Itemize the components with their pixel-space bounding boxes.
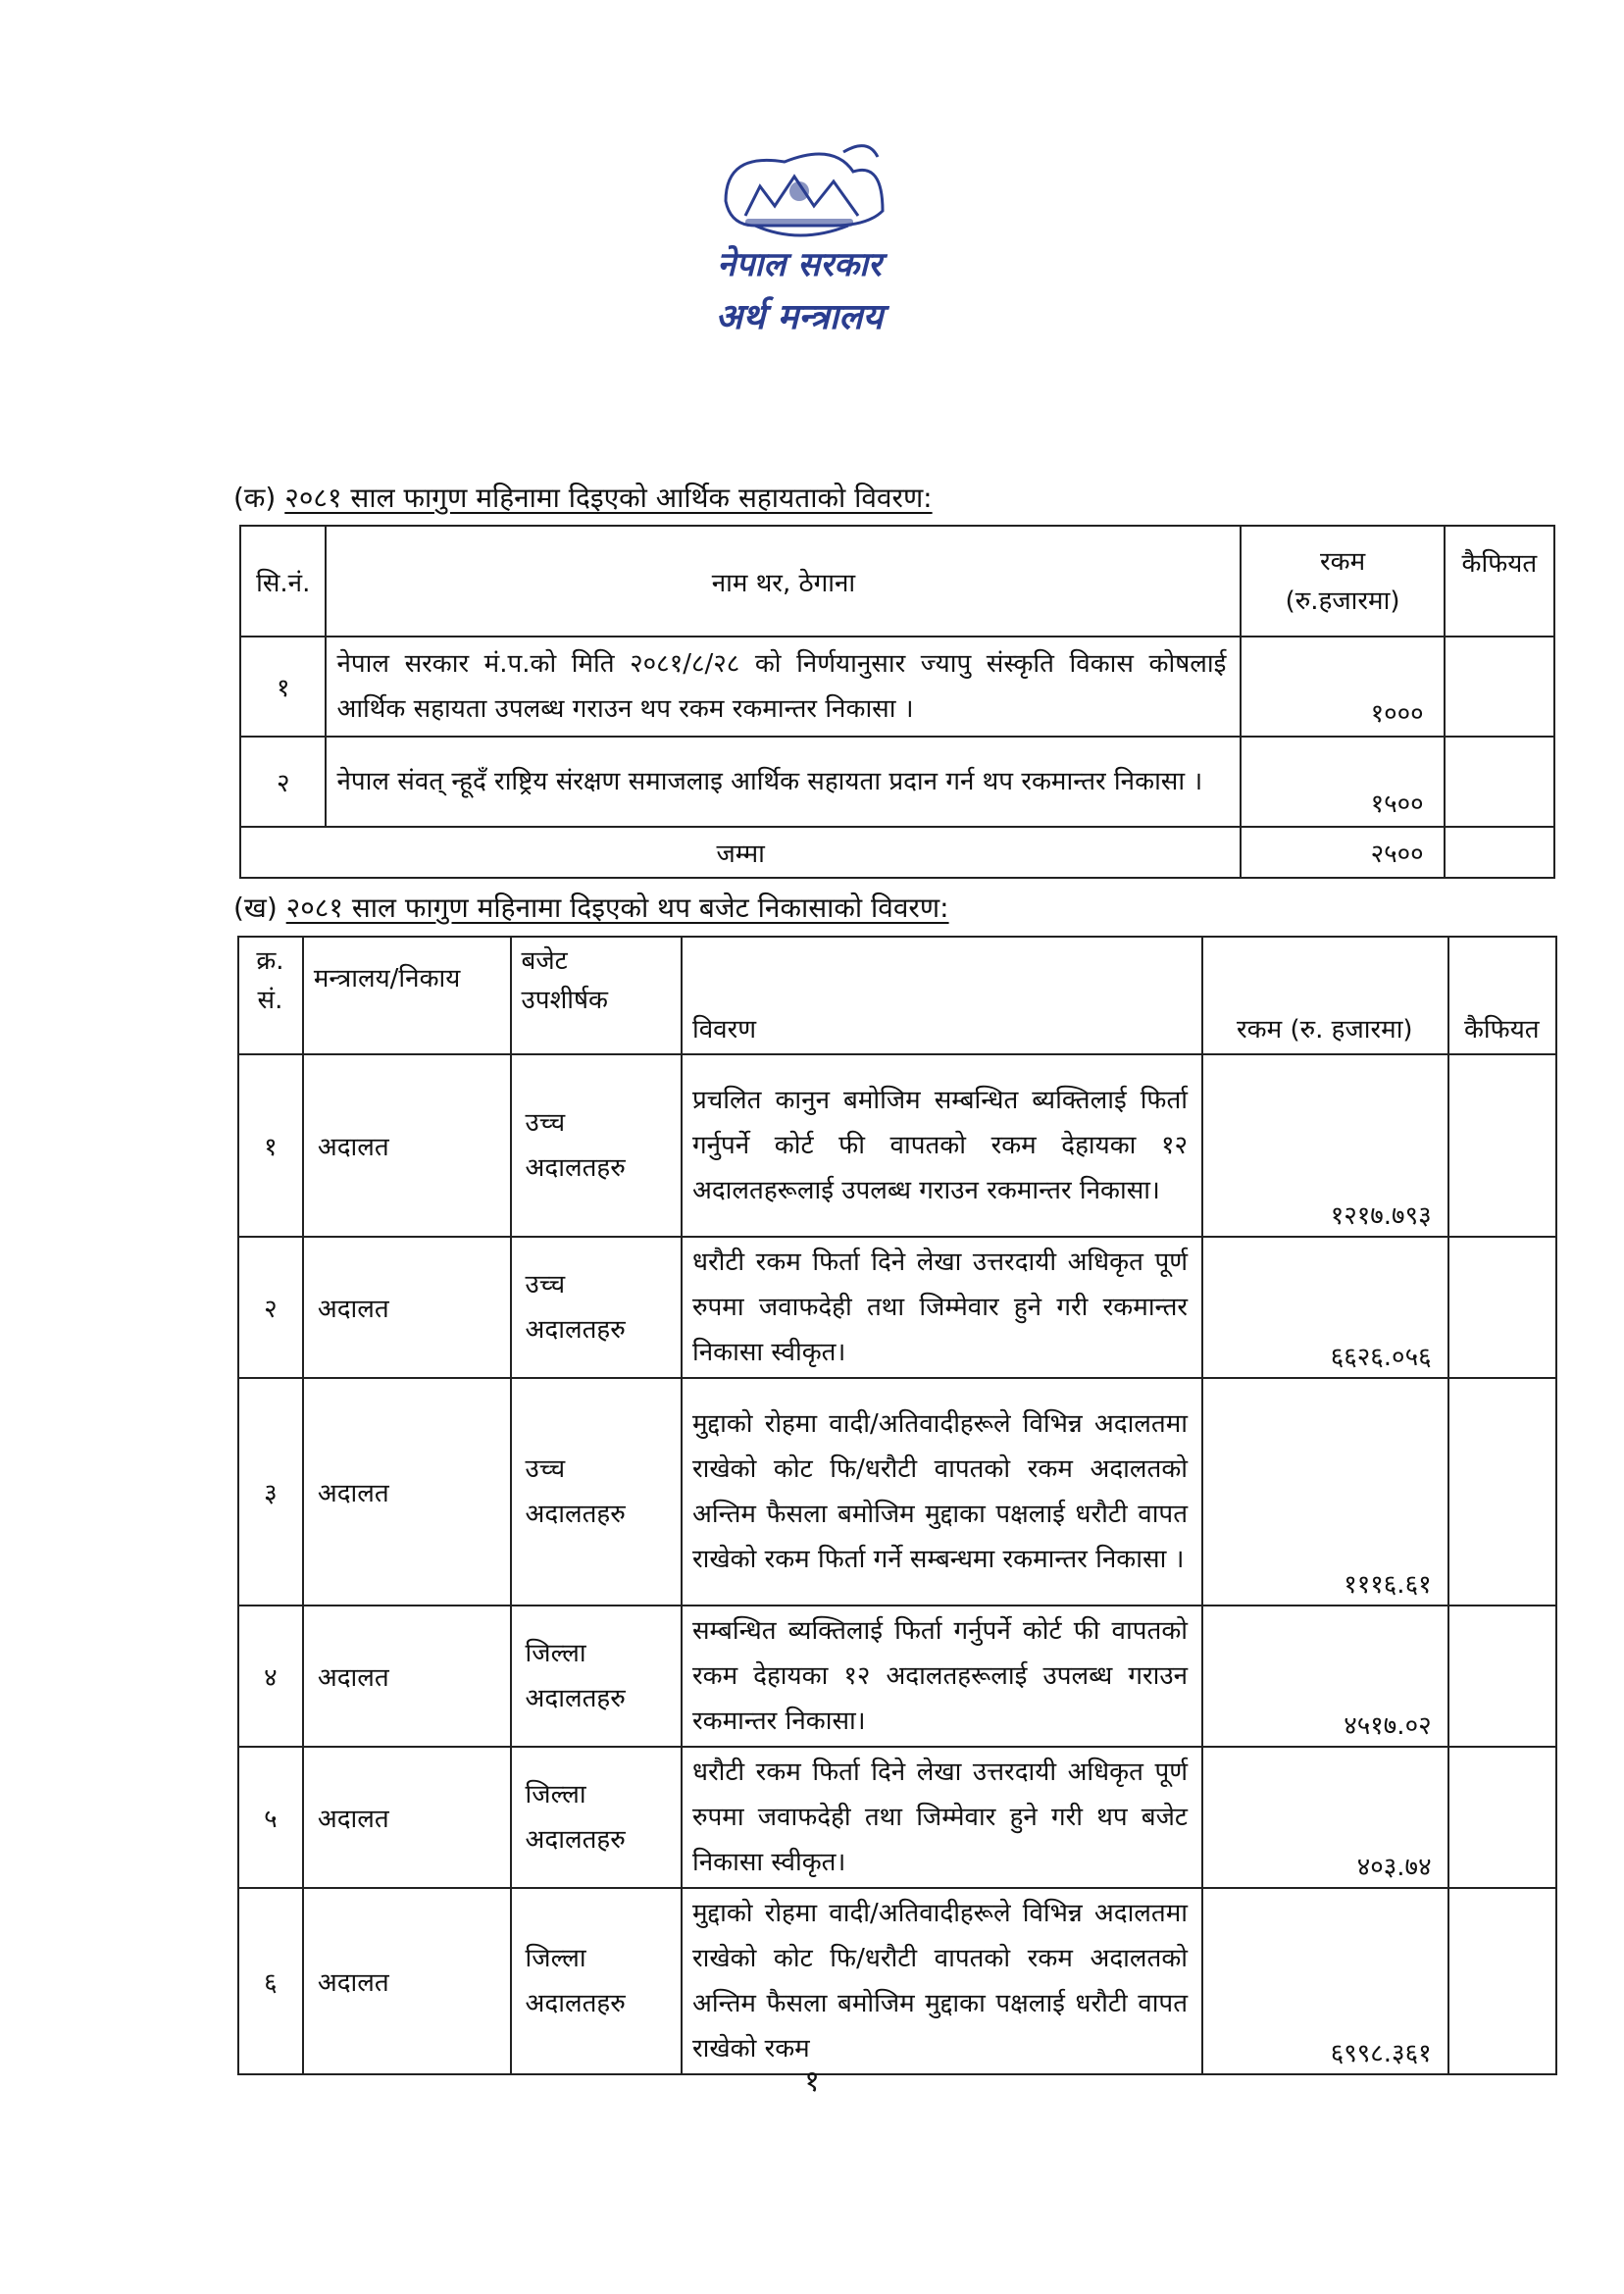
row-sn: ६ — [238, 1888, 303, 2074]
table-row — [238, 1606, 1556, 1747]
row-amount: १५०० — [1241, 737, 1444, 827]
emblem-caption — [686, 240, 912, 339]
row-sn: १ — [238, 1054, 303, 1237]
row-budget-line2: अदालतहरु — [525, 1500, 626, 1529]
col-header-ministry: मन्त्रालय/निकाय — [303, 937, 511, 1054]
row-budget-head — [511, 1378, 682, 1606]
row-remarks — [1445, 737, 1554, 827]
row-budget-line2: अदालतहरु — [525, 1989, 626, 2018]
row-description: नेपाल सरकार मं.प.को मिति २०८१/८/२८ को निर्णयानुसार ज्यापु संस्कृति विकास कोषलाई आर्थिक सहायता उपलब्ध गराउन थप रकम रकमान्तर निकासा । — [326, 637, 1241, 737]
emblem-caption-line1: नेपाल सरकार — [717, 245, 882, 284]
row-budget-line1: जिल्ला — [525, 1944, 586, 1973]
row-sn: २ — [238, 1237, 303, 1378]
col-header-remarks: कैफियत — [1445, 526, 1554, 637]
table-row — [238, 1378, 1556, 1606]
row-budget-head — [511, 1054, 682, 1237]
row-budget-line2: अदालतहरु — [525, 1153, 626, 1183]
col-header-description: विवरण — [682, 937, 1202, 1054]
row-office: अदालत — [303, 1606, 511, 1747]
row-budget-line1: उच्च — [525, 1108, 566, 1138]
row-amount: १२१७.७९३ — [1202, 1054, 1448, 1237]
col-header-remarks: कैफियत — [1448, 937, 1556, 1054]
row-remarks — [1445, 637, 1554, 737]
row-budget-line1: जिल्ला — [525, 1639, 586, 1668]
row-sn: ४ — [238, 1606, 303, 1747]
section-b-heading — [233, 889, 949, 926]
row-budget-head — [511, 1888, 682, 2074]
row-sn: १ — [240, 637, 326, 737]
row-budget-head — [511, 1606, 682, 1747]
row-remarks — [1448, 1747, 1556, 1888]
row-amount: ४०३.७४ — [1202, 1747, 1448, 1888]
section-a-heading — [233, 479, 933, 516]
col-header-amount-line2: (रु.हजारमा) — [1285, 586, 1400, 616]
table-row — [240, 737, 1554, 827]
row-amount: ६६२६.०५६ — [1202, 1237, 1448, 1378]
row-sn: ५ — [238, 1747, 303, 1888]
col-header-sn-line1: क्र. — [256, 946, 284, 976]
row-budget-line2: अदालतहरु — [525, 1684, 626, 1713]
row-sn: २ — [240, 737, 326, 827]
row-description: नेपाल संवत् न्हूदँ राष्ट्रिय संरक्षण समाजलाइ आर्थिक सहायता प्रदान गर्न थप रकमान्तर निकासा । — [326, 737, 1241, 827]
page-number: १ — [804, 2065, 820, 2099]
row-description: सम्बन्धित ब्यक्तिलाई फिर्ता गर्नुपर्ने कोर्ट फी वापतको रकम देहायका १२ अदालतहरूलाई उपलब्ध गराउन रकमान्तर निकासा। — [682, 1606, 1202, 1747]
col-header-sn: सि.नं. — [240, 526, 326, 637]
row-description: मुद्दाको रोहमा वादी/अतिवादीहरूले विभिन्न अदालतमा राखेको कोट फि/धरौटी वापतको रकम अदालतको अन्तिम फैसला बमोजिम मुद्दाका पक्षलाई धरौटी वापत राखेको रकम — [682, 1888, 1202, 2074]
row-description: मुद्दाको रोहमा वादी/अतिवादीहरूले विभिन्न अदालतमा राखेको कोट फि/धरौटी वापतको रकम अदालतको अन्तिम फैसला बमोजिम मुद्दाका पक्षलाई धरौटी वापत राखेको रकम फिर्ता गर्ने सम्बन्धमा रकमान्तर निकासा । — [682, 1378, 1202, 1606]
row-budget-line1: उच्च — [525, 1454, 566, 1484]
col-header-budget-line2: उपशीर्षक — [521, 986, 608, 1015]
table-row — [238, 1237, 1556, 1378]
row-description: धरौटी रकम फिर्ता दिने लेखा उत्तरदायी अधिकृत पूर्ण रुपमा जवाफदेही तथा जिम्मेवार हुने गरी रकमान्तर निकासा स्वीकृत। — [682, 1237, 1202, 1378]
section-a-prefix: (क) — [233, 482, 277, 514]
row-office: अदालत — [303, 1054, 511, 1237]
row-remarks — [1448, 1606, 1556, 1747]
table-header-row — [238, 937, 1556, 1054]
assistance-table — [239, 525, 1555, 879]
row-budget-line2: अदालतहरु — [525, 1315, 626, 1345]
row-office: अदालत — [303, 1888, 511, 2074]
row-amount: ६९९८.३६१ — [1202, 1888, 1448, 2074]
emblem-caption-line2: अर्थ मन्त्रालय — [715, 297, 884, 337]
budget-release-table — [237, 936, 1557, 2075]
total-label: जम्मा — [240, 827, 1241, 878]
row-amount: १११६.६१ — [1202, 1378, 1448, 1606]
row-office: अदालत — [303, 1378, 511, 1606]
row-amount: ४५१७.०२ — [1202, 1606, 1448, 1747]
col-header-amount-line1: रकम — [1319, 546, 1366, 577]
table-header-row — [240, 526, 1554, 637]
row-budget-line2: अदालतहरु — [525, 1825, 626, 1855]
row-office: अदालत — [303, 1237, 511, 1378]
total-amount: २५०० — [1241, 827, 1444, 878]
row-remarks — [1448, 1237, 1556, 1378]
section-a-title: २०८१ साल फागुण महिनामा दिइएको आर्थिक सहायताको विवरण: — [284, 482, 933, 514]
total-remarks — [1445, 827, 1554, 878]
row-remarks — [1448, 1054, 1556, 1237]
row-budget-line1: उच्च — [525, 1270, 566, 1300]
table-row — [238, 1888, 1556, 2074]
row-description: प्रचलित कानुन बमोजिम सम्बन्धित ब्यक्तिलाई फिर्ता गर्नुपर्ने कोर्ट फी वापतको रकम देहायका १२ अदालतहरूलाई उपलब्ध गराउन रकमान्तर निकासा। — [682, 1054, 1202, 1237]
row-budget-head — [511, 1237, 682, 1378]
col-header-budget-line1: बजेट — [521, 946, 568, 976]
row-amount: १००० — [1241, 637, 1444, 737]
table-row — [238, 1054, 1556, 1237]
total-row — [240, 827, 1554, 878]
col-header-amount: रकम (रु. हजारमा) — [1202, 937, 1448, 1054]
row-remarks — [1448, 1888, 1556, 2074]
col-header-sn-line2: सं. — [257, 986, 283, 1015]
col-header-sn — [238, 937, 303, 1054]
row-office: अदालत — [303, 1747, 511, 1888]
row-remarks — [1448, 1378, 1556, 1606]
table-row — [240, 637, 1554, 737]
section-b-prefix: (ख) — [233, 892, 278, 924]
row-sn: ३ — [238, 1378, 303, 1606]
col-header-amount — [1241, 526, 1444, 637]
col-header-budget — [511, 937, 682, 1054]
row-budget-line1: जिल्ला — [525, 1780, 586, 1810]
table-row — [238, 1747, 1556, 1888]
section-b-title: २०८१ साल फागुण महिनामा दिइएको थप बजेट निकासाको विवरण: — [285, 892, 949, 924]
row-budget-head — [511, 1747, 682, 1888]
col-header-name: नाम थर, ठेगाना — [326, 526, 1241, 637]
row-description: धरौटी रकम फिर्ता दिने लेखा उत्तरदायी अधिकृत पूर्ण रुपमा जवाफदेही तथा जिम्मेवार हुने गरी थप बजेट निकासा स्वीकृत। — [682, 1747, 1202, 1888]
